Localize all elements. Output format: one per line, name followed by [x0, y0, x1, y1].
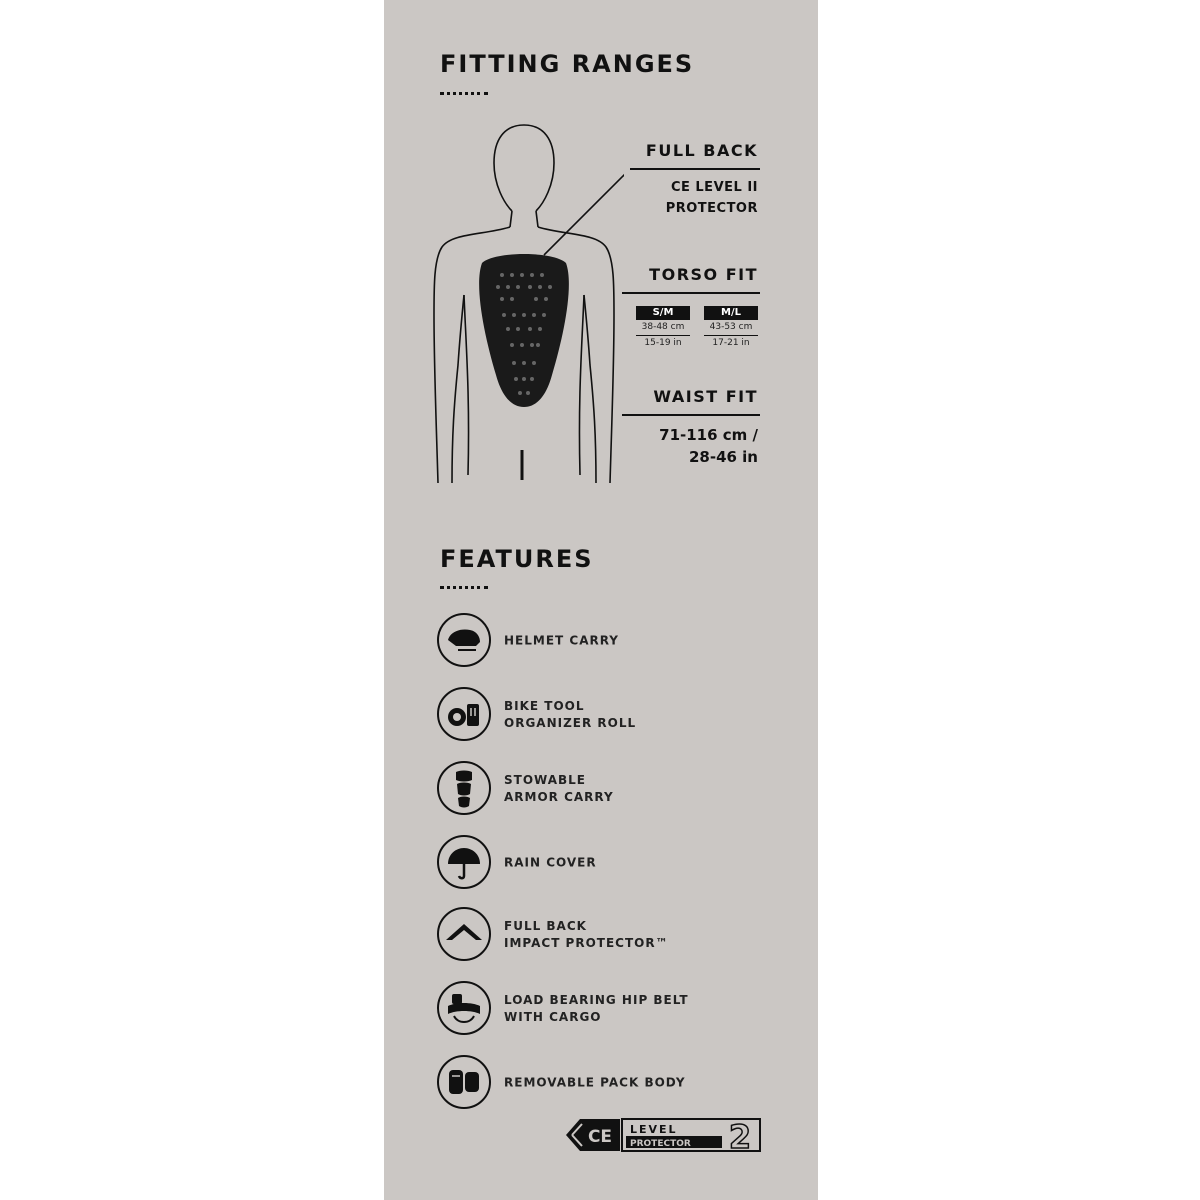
feature-label: REMOVABLE PACK BODY	[504, 1075, 686, 1090]
waist-divider	[622, 414, 760, 416]
pack-body-icon	[436, 1054, 492, 1110]
feature-removable-pack-body	[436, 1054, 766, 1112]
features-divider	[440, 586, 488, 589]
product-info-panel	[384, 0, 818, 1200]
title-divider	[440, 92, 488, 95]
feature-label: STOWABLE ARMOR CARRY	[504, 773, 614, 804]
size-sm-in: 15-19 in	[644, 338, 682, 348]
size-ml-in: 17-21 in	[712, 338, 750, 348]
features-title: FEATURES	[440, 545, 594, 573]
badge-protector-text: PROTECTOR	[630, 1139, 691, 1149]
waist-fit-line2: 28-46 in	[688, 448, 758, 466]
size-sm	[636, 306, 690, 351]
full-back-heading: FULL BACK	[645, 141, 758, 160]
feature-helmet-carry	[436, 612, 766, 670]
torso-fit-heading: TORSO FIT	[649, 265, 758, 284]
armor-icon	[436, 760, 492, 816]
feature-full-back-protector	[436, 906, 766, 964]
rain-cover-icon	[436, 834, 492, 890]
feature-label: LOAD BEARING HIP BELT WITH CARGO	[504, 993, 689, 1024]
badge-number-text: 2	[728, 1118, 752, 1155]
size-ml	[704, 306, 758, 351]
body-silhouette-diagram	[424, 115, 624, 487]
waist-fit-line1: 71-116 cm /	[659, 426, 758, 444]
badge-level-text: LEVEL	[630, 1123, 678, 1136]
tool-roll-icon	[436, 686, 492, 742]
feature-stowable-armor	[436, 760, 766, 818]
badge-ce-text: CE	[587, 1127, 613, 1147]
feature-rain-cover	[436, 834, 766, 892]
ce-level2-badge	[564, 1115, 762, 1155]
helmet-icon	[436, 612, 492, 668]
feature-label: RAIN COVER	[504, 855, 597, 870]
size-ml-label: M/L	[704, 306, 758, 320]
torso-divider	[622, 292, 760, 294]
feature-hip-belt	[436, 980, 766, 1038]
full-back-line1: CE LEVEL II	[670, 180, 758, 195]
full-back-line2: PROTECTOR	[665, 201, 758, 216]
fitting-ranges-title: FITTING RANGES	[440, 50, 695, 78]
feature-label: BIKE TOOL ORGANIZER ROLL	[504, 699, 637, 730]
waist-fit-heading: WAIST FIT	[653, 387, 758, 406]
feature-label: FULL BACK IMPACT PROTECTOR™	[504, 919, 669, 950]
full-back-leader-line	[630, 168, 760, 170]
size-sm-label: S/M	[636, 306, 690, 320]
feature-label: HELMET CARRY	[504, 633, 619, 648]
chevron-up-icon	[436, 906, 492, 962]
hip-belt-icon	[436, 980, 492, 1036]
feature-bike-tool-roll	[436, 686, 766, 744]
size-ml-cm: 43-53 cm	[704, 320, 758, 336]
size-sm-cm: 38-48 cm	[636, 320, 690, 336]
